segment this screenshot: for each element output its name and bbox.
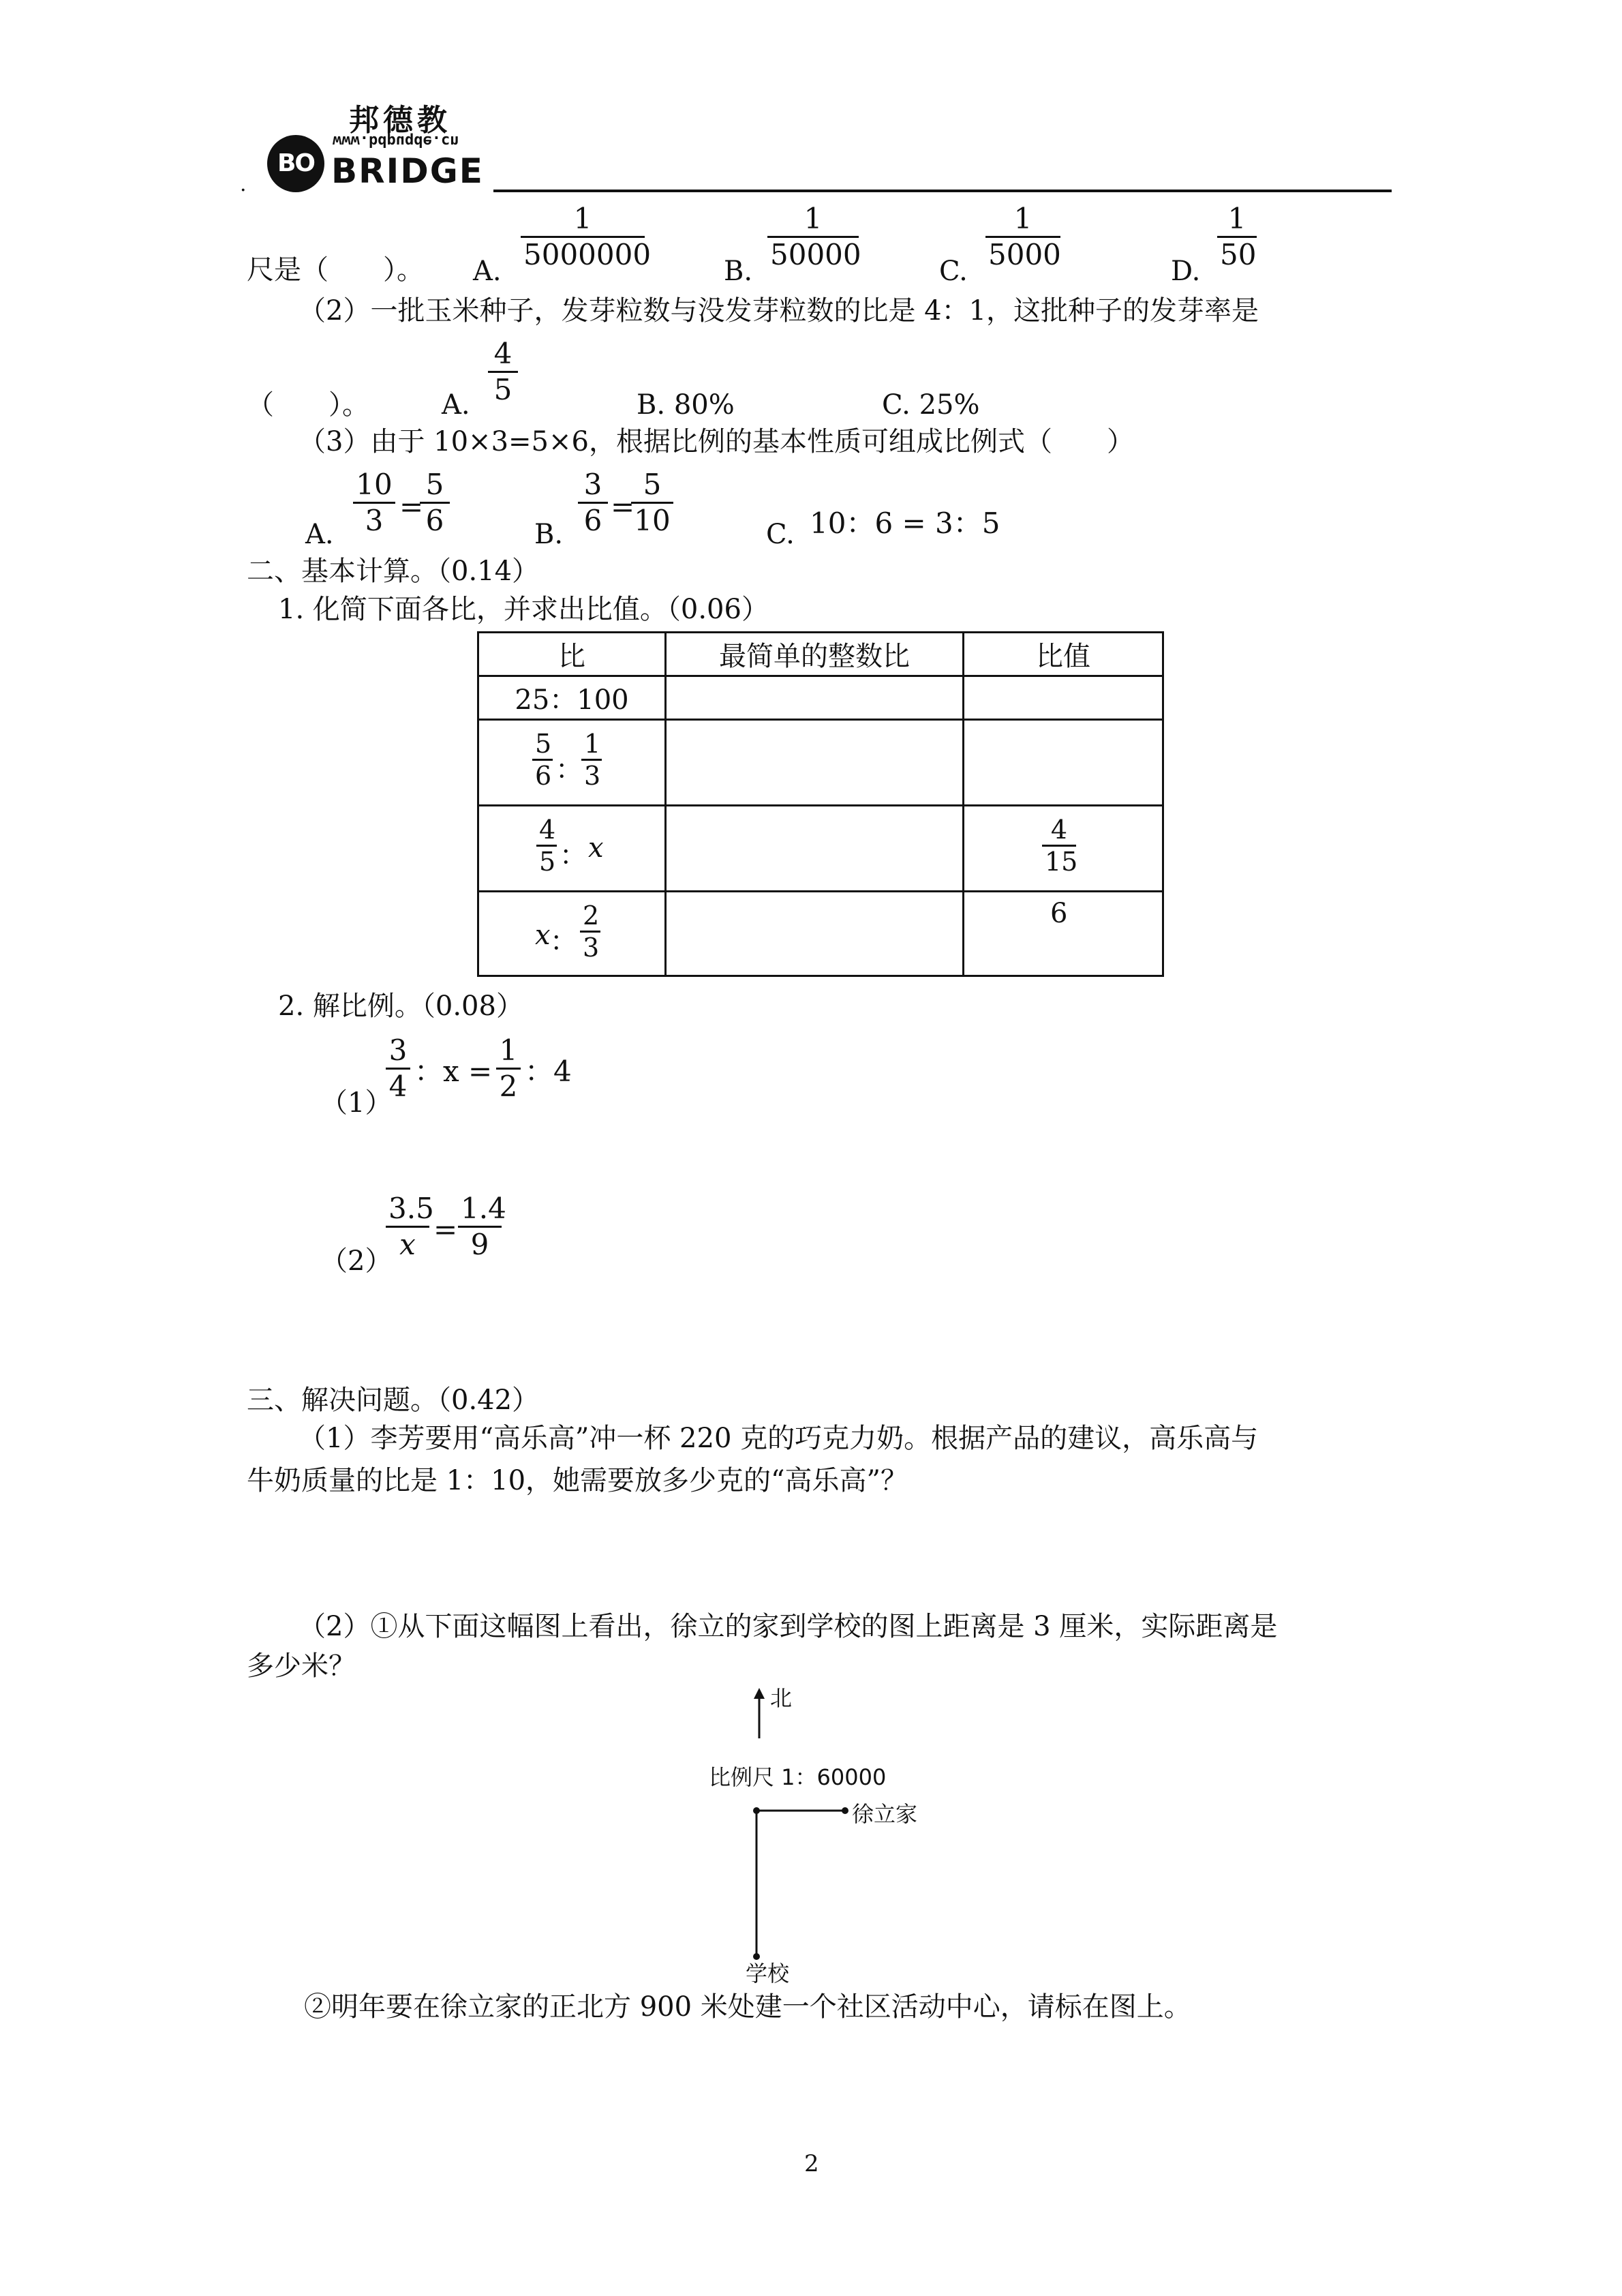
- fraction-denominator: 50: [1220, 238, 1257, 271]
- q2-paren: （ ）。: [247, 389, 369, 421]
- row3-fraction: [536, 816, 557, 875]
- map-scale-label: 比例尺 1：60000: [709, 1764, 887, 1790]
- row2-fraction-2: [581, 730, 602, 789]
- proportion1-label: （1）: [320, 1087, 393, 1119]
- q1-prefix: 尺是（ ）。: [247, 254, 424, 286]
- table-cell-ratio: 25：100: [478, 676, 666, 720]
- fraction-denominator: 5: [539, 847, 556, 877]
- section3-q2-line2: 多少米？: [247, 1650, 356, 1682]
- q3-option-c-label: C.: [766, 519, 795, 550]
- row4-value: 6: [1050, 898, 1068, 929]
- q2-text: （2）一批玉米种子，发芽粒数与没发芽粒数的比是 4：1，这批种子的发芽率是: [299, 295, 1259, 327]
- fraction-denominator: 6: [535, 761, 552, 791]
- row3-variable: x: [588, 832, 604, 864]
- table-header-row: [478, 633, 1163, 676]
- q1-option-c-fraction: [985, 203, 1060, 271]
- q1-option-c-label: C.: [939, 256, 968, 287]
- table-header-ratio: 比: [478, 633, 666, 676]
- section2-title: 二、基本计算。（0.14）: [247, 556, 540, 587]
- proportion1-fraction-2: [496, 1035, 521, 1102]
- q1-option-a-fraction: [521, 202, 652, 271]
- q3-a-fraction-left: [353, 469, 395, 537]
- row3-value-fraction: [1042, 816, 1076, 875]
- fraction-numerator: 1: [499, 1033, 518, 1067]
- ratio-table: [477, 631, 1164, 977]
- fraction-numerator: 4: [493, 337, 512, 370]
- logo-url-text: www.bdpuqde.cn: [333, 132, 459, 149]
- q1-option-a-label: A.: [473, 256, 502, 287]
- fraction-denominator: 6: [425, 504, 444, 537]
- fraction-denominator: 4: [388, 1070, 408, 1103]
- logo-wordmark: BRIDGE: [331, 151, 484, 191]
- table-header-value: 比值: [964, 633, 1163, 676]
- table-cell-ratio: [478, 720, 666, 806]
- q3-option-c-expression: 10：6 = 3：5: [810, 507, 1000, 540]
- fraction-numerator: 1: [573, 202, 592, 235]
- section3-title: 三、解决问题。（0.42）: [247, 1385, 540, 1416]
- section2-sub2: 2. 解比例。（0.08）: [278, 991, 523, 1022]
- fraction-numerator: 5: [535, 729, 552, 759]
- section3-q1-line2: 牛奶质量的比是 1：10，她需要放多少克的“高乐高”？: [247, 1465, 908, 1496]
- table-cell-answer[interactable]: [666, 806, 964, 892]
- header-dot: ·: [240, 179, 247, 202]
- proportion2-equals: =: [433, 1213, 458, 1246]
- q2-option-a-label: A.: [442, 389, 470, 421]
- table-row: [478, 676, 1163, 720]
- table-cell-answer[interactable]: [964, 720, 1163, 806]
- q3-a-equals: =: [399, 490, 424, 524]
- row4-colon: ：: [550, 926, 577, 957]
- q2-option-a-fraction: [488, 338, 518, 406]
- fraction-numerator: 3.5: [388, 1192, 434, 1225]
- table-cell-answer[interactable]: [964, 676, 1163, 720]
- fraction-numerator: 4: [539, 815, 556, 845]
- proportion2-label: （2）: [320, 1245, 393, 1277]
- q1-option-b-label: B.: [724, 256, 753, 287]
- fraction-numerator: 1: [1013, 202, 1032, 235]
- north-arrow-icon: [754, 1688, 765, 1699]
- fraction-denominator: 3: [584, 761, 601, 791]
- table-cell-ratio: [478, 892, 666, 976]
- fraction-denominator: 6: [583, 504, 602, 537]
- fraction-denominator: 15: [1045, 847, 1078, 877]
- fraction-numerator: 2: [583, 901, 600, 931]
- origin-dot: [753, 1807, 760, 1814]
- fraction-denominator: 5000000: [523, 238, 652, 271]
- fraction-denominator: 9: [470, 1228, 489, 1261]
- fraction-denominator: 5: [493, 373, 512, 406]
- table-header-simplest: 最简单的整数比: [666, 633, 964, 676]
- table-cell-answer[interactable]: [666, 676, 964, 720]
- table-row: [478, 720, 1163, 806]
- table-row: [478, 892, 1163, 976]
- fraction-denominator: 50000: [770, 238, 861, 271]
- q2-option-b: B. 80%: [637, 389, 735, 421]
- home-dot: [842, 1807, 848, 1814]
- fraction-numerator: 1.4: [461, 1192, 506, 1225]
- q3-b-equals: =: [611, 490, 635, 524]
- proportion1-fraction-1: [386, 1035, 410, 1102]
- table-cell-ratio: [478, 806, 666, 892]
- row2-fraction-1: [532, 730, 553, 789]
- fraction-numerator: 1: [1227, 202, 1246, 235]
- fraction-denominator: 5000: [988, 238, 1061, 271]
- row4-variable: x: [535, 920, 551, 951]
- q1-option-d-label: D.: [1171, 256, 1201, 287]
- fraction-numerator: 3: [583, 468, 602, 501]
- table-cell-value: [964, 892, 1163, 976]
- map-home-label: 徐立家: [852, 1801, 918, 1827]
- proportion1-end: ：4: [525, 1055, 572, 1088]
- fraction-numerator: 1: [584, 729, 601, 759]
- map-north-label: 北: [770, 1685, 793, 1711]
- logo-chinese-text: 邦德教: [349, 103, 451, 138]
- logo-circle-icon: BO: [267, 135, 324, 192]
- fraction-denominator: 2: [499, 1070, 518, 1103]
- fraction-numerator: 5: [425, 468, 444, 501]
- fraction-numerator: 10: [356, 468, 393, 501]
- row2-colon: ：: [555, 754, 583, 785]
- proportion2-fraction-1: [386, 1192, 434, 1261]
- q3-b-fraction-left: [578, 469, 608, 537]
- q2-option-c: C. 25%: [882, 389, 980, 421]
- fraction-denominator: 3: [365, 504, 384, 537]
- q3-b-fraction-right: [631, 469, 673, 537]
- row4-fraction: [580, 902, 600, 961]
- section3-q2-part2: ②明年要在徐立家的正北方 900 米处建一个社区活动中心，请标在图上。: [304, 1991, 1191, 2023]
- q3-text: （3）由于 10×3=5×6，根据比例的基本性质可组成比例式（ ）: [299, 426, 1134, 457]
- q1-option-b-fraction: [767, 203, 859, 271]
- page-number: 2: [804, 2150, 819, 2177]
- q3-option-a-label: A.: [305, 519, 334, 550]
- row3-colon: ：: [560, 840, 587, 871]
- proportion1-middle: ：x =: [414, 1055, 493, 1088]
- map-school-label: 学校: [746, 1961, 790, 1987]
- table-cell-value: [964, 806, 1163, 892]
- table-cell-answer[interactable]: [666, 720, 964, 806]
- proportion2-fraction-2: [458, 1192, 506, 1261]
- header-rule: [493, 190, 1392, 192]
- fraction-numerator: 5: [643, 468, 662, 501]
- q3-a-fraction-right: [420, 469, 450, 537]
- fraction-numerator: 3: [388, 1033, 408, 1067]
- section3-q1-line1: （1）李芳要用“高乐高”冲一杯 220 克的巧克力奶。根据产品的建议，高乐高与: [299, 1423, 1259, 1454]
- fraction-numerator: 4: [1050, 815, 1068, 845]
- school-map-diagram: [709, 1684, 1009, 1997]
- section2-sub1: 1. 化简下面各比，并求出比值。（0.06）: [278, 594, 769, 625]
- q3-option-b-label: B.: [534, 519, 564, 550]
- fraction-denominator: x: [399, 1228, 416, 1261]
- fraction-denominator: 10: [634, 504, 671, 537]
- table-row: [478, 806, 1163, 892]
- table-cell-answer[interactable]: [666, 892, 964, 976]
- fraction-numerator: 1: [804, 202, 823, 235]
- q1-option-d-fraction: [1217, 203, 1257, 271]
- fraction-denominator: 3: [583, 933, 600, 963]
- section3-q2-line1: （2）①从下面这幅图上看出，徐立的家到学校的图上距离是 3 厘米，实际距离是: [299, 1611, 1278, 1642]
